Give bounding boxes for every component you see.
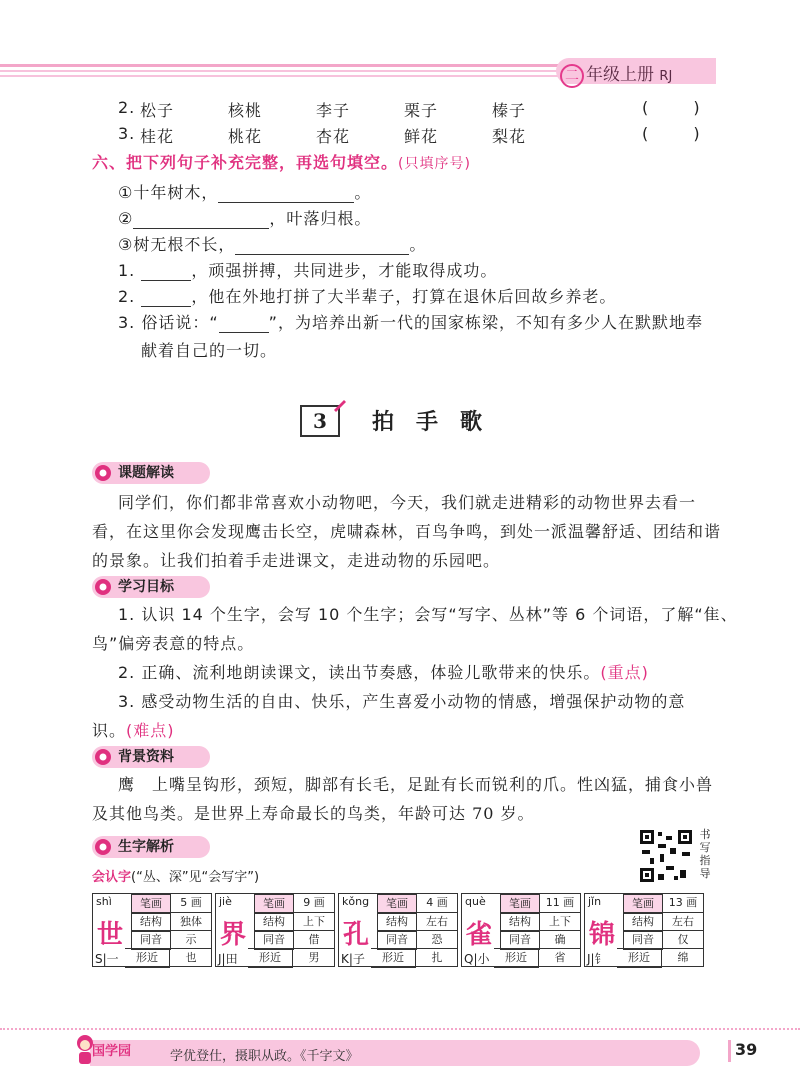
page-number: 39 — [735, 1040, 758, 1059]
s1-prefix: ①十年树木， — [118, 183, 219, 202]
blank[interactable] — [133, 212, 269, 229]
goal3-text: 识。 — [92, 721, 127, 740]
s2-prefix: ② — [118, 209, 134, 228]
character: 雀 — [466, 920, 493, 950]
pinyin: jiè — [219, 895, 232, 908]
similar-value: 男 — [294, 948, 334, 967]
homophone-label: 同音 — [131, 930, 171, 950]
goal-line — [92, 658, 752, 687]
structure-value: 上下 — [294, 912, 334, 931]
sentence-3 — [118, 232, 426, 255]
characters-label-text: 生字解析 — [118, 839, 174, 855]
homophone-value: 借 — [294, 930, 334, 949]
character: 界 — [220, 920, 247, 950]
footer-logo: 国学园 — [92, 1044, 132, 1059]
fill-text: ，他在外地打拼了大半辈子，打算在退休后回故乡养老。 — [191, 287, 617, 306]
blank[interactable] — [141, 290, 191, 307]
strokes-label: 笔画 — [131, 894, 171, 914]
footer-quote: 学优登仕，摄职从政。《千字文》 — [170, 1049, 359, 1064]
option: 栗子 — [404, 101, 439, 120]
header-line — [0, 75, 560, 77]
s3-prefix: ③树无根不长， — [118, 235, 236, 254]
character-grid — [623, 894, 703, 966]
background-paragraph — [92, 770, 752, 828]
strokes-value: 11 画 — [545, 896, 575, 909]
goal-note: (难点) — [126, 721, 175, 740]
letter: J — [218, 952, 222, 966]
flower-icon — [94, 748, 112, 766]
character-box — [338, 893, 458, 967]
similar-label: 形近 — [371, 948, 416, 968]
goal-note: (重点) — [600, 663, 649, 682]
intro-line: 同学们，你们都非常喜欢小动物吧，今天，我们就走进精彩的动物世界去看一 — [118, 493, 697, 512]
fill-num: 3. — [118, 313, 136, 332]
structure-value: 左右 — [663, 912, 703, 931]
intro-label-text: 课题解读 — [118, 465, 174, 481]
background-label — [92, 746, 210, 768]
structure-label: 结构 — [623, 912, 663, 932]
recognize-header — [92, 866, 259, 885]
radical: 小 — [477, 952, 490, 966]
goal-line: 鸟”偏旁表意的特点。 — [92, 634, 255, 653]
radical: 一 — [106, 952, 119, 966]
character: 孔 — [343, 920, 370, 950]
strokes-label: 笔画 — [254, 894, 294, 914]
strokes-label: 笔画 — [377, 894, 417, 914]
blank[interactable] — [219, 316, 269, 333]
pinyin: jǐn — [588, 895, 602, 908]
character-box — [461, 893, 581, 967]
structure-value: 左右 — [417, 912, 457, 931]
row-num: 2. — [118, 98, 136, 117]
index-letter: K|子 — [341, 952, 365, 966]
goal-line: 3. 感受动物生活的自由、快乐，产生喜爱小动物的情感，增强保护动物的意 — [118, 692, 686, 711]
index-letter: S|一 — [95, 952, 119, 966]
similar-label: 形近 — [125, 948, 170, 968]
option: 鲜花 — [404, 127, 439, 146]
option: 桂花 — [140, 127, 175, 146]
similar-label: 形近 — [248, 948, 293, 968]
strokes-value: 4 画 — [426, 896, 448, 909]
blank[interactable] — [235, 238, 409, 255]
q6-title-note: (只填序号) — [398, 156, 471, 172]
answer-paren[interactable]: ( ) — [642, 124, 700, 143]
qr-code-icon[interactable] — [638, 828, 694, 884]
intro-line: 的景象。让我们拍着手走进课文，走进动物的乐园吧。 — [92, 551, 501, 570]
fill-text: ”，为培养出新一代的国家栋梁，不知有多少人在默默地奉 — [268, 313, 703, 332]
character-box — [584, 893, 704, 967]
letter: J — [587, 952, 591, 966]
grade-label — [560, 60, 672, 88]
homophone-value: 恐 — [417, 930, 457, 949]
homophone-label: 同音 — [254, 930, 294, 950]
goal-line: 1. 认识 14 个生字，会写 10 个生字；会写“写字、丛林”等 6 个词语，了解“隹、 — [118, 605, 738, 624]
similar-value: 扎 — [417, 948, 457, 967]
radical: 田 — [225, 952, 238, 966]
fill-prefix: 俗话说：“ — [141, 313, 219, 332]
lesson-number: 3 — [300, 405, 340, 437]
blank[interactable] — [218, 186, 354, 203]
homophone-label: 同音 — [623, 930, 663, 950]
strokes-value: 9 画 — [303, 896, 325, 909]
structure-label: 结构 — [254, 912, 294, 932]
answer-paren[interactable]: ( ) — [642, 98, 700, 117]
homophone-value: 仅 — [663, 930, 703, 949]
pinyin: què — [465, 895, 486, 908]
sentence-2 — [118, 206, 371, 229]
q6-title-text: 六、把下列句子补充完整，再选句填空。 — [92, 153, 399, 172]
letter: Q — [464, 952, 474, 966]
structure-label: 结构 — [131, 912, 171, 932]
flower-icon — [94, 464, 112, 482]
fill-num: 2. — [118, 287, 136, 306]
footer-divider — [0, 1028, 800, 1030]
structure-label: 结构 — [377, 912, 417, 932]
q6-title — [92, 150, 471, 173]
strokes-label: 笔画 — [500, 894, 540, 914]
similar-value: 省 — [540, 948, 580, 967]
homophone-label: 同音 — [377, 930, 417, 950]
fill-3 — [118, 310, 703, 333]
qr-caption: 书写指导 — [699, 828, 711, 880]
sentence-1 — [118, 180, 371, 203]
q5-row — [118, 98, 135, 117]
bg-line: 鹰 上嘴呈钩形，颈短，脚部有长毛，足趾有长而锐利的爪。性凶猛，捕食小兽 — [118, 775, 714, 794]
homophone-label: 同音 — [500, 930, 540, 950]
option: 梨花 — [492, 127, 527, 146]
option: 李子 — [316, 101, 351, 120]
background-label-text: 背景资料 — [118, 749, 174, 765]
character-grid — [500, 894, 580, 966]
characters-label — [92, 836, 210, 858]
recognize-label: 会认字 — [92, 870, 132, 885]
fill-1 — [118, 258, 497, 281]
strokes-value: 5 画 — [180, 896, 202, 909]
pinyin: kǒng — [342, 895, 370, 908]
similar-value: 绵 — [663, 948, 703, 967]
character: 锦 — [589, 920, 616, 950]
goals-label-text: 学习目标 — [118, 579, 174, 595]
radical: 钅 — [594, 952, 607, 966]
goals-list — [92, 600, 752, 745]
radical: 子 — [352, 952, 365, 966]
goal2-text: 2. 正确、流利地朗读课文，读出节奏感，体验儿歌带来的快乐。 — [118, 663, 601, 682]
index-letter: Q|小 — [464, 952, 490, 966]
edition: RJ — [659, 69, 673, 84]
homophone-value: 确 — [540, 930, 580, 949]
option: 桃花 — [228, 127, 263, 146]
letter: S — [95, 952, 103, 966]
grade-circle: 二 — [560, 64, 584, 88]
index-letter: J|田 — [218, 952, 238, 966]
s2-suffix: ，叶落归根。 — [269, 209, 372, 228]
grade-text: 年级上册 — [586, 65, 654, 85]
option: 杏花 — [316, 127, 351, 146]
recognize-note: (“丛、深”见“会写字”) — [131, 870, 260, 885]
flower-icon — [94, 578, 112, 596]
strokes-label: 笔画 — [623, 894, 663, 914]
strokes-value: 13 画 — [668, 896, 698, 909]
fill-cont: 献着自己的一切。 — [141, 341, 278, 360]
character-box — [215, 893, 335, 967]
similar-value: 也 — [171, 948, 211, 967]
s1-suffix: 。 — [354, 183, 372, 202]
goals-label — [92, 576, 210, 598]
flower-icon — [94, 838, 112, 856]
option: 松子 — [140, 101, 175, 120]
character: 世 — [97, 920, 124, 950]
letter: K — [341, 952, 349, 966]
intro-line: 看，在这里你会发现鹰击长空，虎啸森林，百鸟争鸣，到处一派温馨舒适、团结和谐 — [92, 522, 722, 541]
option: 榛子 — [492, 101, 527, 120]
similar-label: 形近 — [617, 948, 662, 968]
lesson-title: 拍手歌 — [372, 410, 505, 435]
header-line — [0, 64, 560, 67]
intro-paragraph — [92, 488, 732, 575]
intro-label — [92, 462, 210, 484]
fill-2 — [118, 284, 616, 307]
character-grid — [131, 894, 211, 966]
bg-line: 及其他鸟类。是世界上寿命最长的鸟类，年龄可达 70 岁。 — [92, 804, 535, 823]
fill-text: ，顽强拼搏，共同进步，才能取得成功。 — [191, 261, 498, 280]
blank[interactable] — [141, 264, 191, 281]
pencil-icon — [332, 398, 348, 412]
structure-value: 上下 — [540, 912, 580, 931]
row-num: 3. — [118, 124, 136, 143]
character-box — [92, 893, 212, 967]
fill-num: 1. — [118, 261, 136, 280]
s3-suffix: 。 — [409, 235, 427, 254]
character-grid — [254, 894, 334, 966]
pinyin: shì — [96, 895, 112, 908]
homophone-value: 示 — [171, 930, 211, 949]
similar-label: 形近 — [494, 948, 539, 968]
index-letter: J|钅 — [587, 952, 607, 966]
header-line — [0, 70, 560, 72]
page-number-bar — [728, 1040, 731, 1062]
structure-label: 结构 — [500, 912, 540, 932]
option: 核桃 — [228, 101, 263, 120]
structure-value: 独体 — [171, 912, 211, 931]
goal-line — [92, 716, 752, 745]
character-grid — [377, 894, 457, 966]
